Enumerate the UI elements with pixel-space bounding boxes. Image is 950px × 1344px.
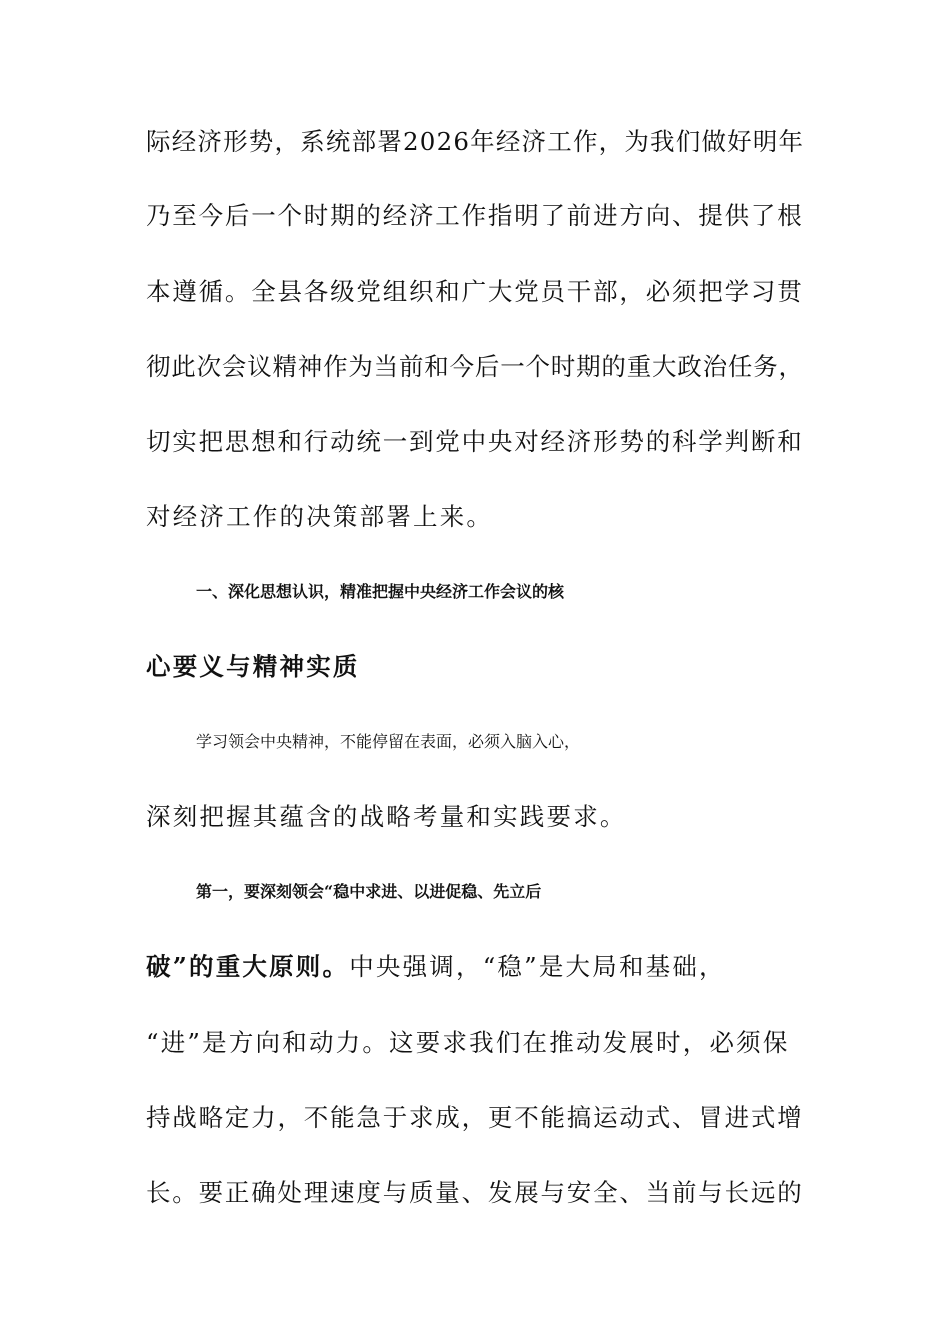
text-line: 际经济形势，系统部署2026年经济工作，为我们做好明年 — [146, 127, 805, 156]
text-line: 切实把思想和行动统一到党中央对经济形势的科学判断和 — [146, 427, 804, 456]
subheading-line: 第一，要深刻领会“稳中求进、以进促稳、先立后 — [196, 882, 542, 901]
text-line: 本遵循。全县各级党组织和广大党员干部，必须把学习贯 — [146, 277, 804, 306]
text-line: 深刻把握其蕴含的战略考量和实践要求。 — [146, 802, 627, 831]
text-line: 对经济工作的决策部署上来。 — [146, 502, 494, 531]
text-line: 学习领会中央精神，不能停留在表面，必须入脑入心， — [196, 732, 581, 751]
section-heading-line: 心要义与精神实质 — [146, 652, 360, 681]
mixed-text-line — [146, 951, 806, 983]
section-heading-line: 一、深化思想认识，精准把握中央经济工作会议的核 — [196, 582, 565, 601]
text-line: 乃至今后一个时期的经济工作指明了前进方向、提供了根 — [146, 201, 804, 230]
text-line: 长。要正确处理速度与质量、发展与安全、当前与长远的 — [146, 1178, 804, 1207]
subheading-fragment: 破”的重大原则。 — [146, 952, 350, 981]
text-line: 彻此次会议精神作为当前和今后一个时期的重大政治任务， — [146, 352, 804, 381]
text-fragment: 中央强调，“稳”是大局和基础， — [349, 952, 726, 981]
text-line: “进”是方向和动力。这要求我们在推动发展时，必须保 — [146, 1028, 790, 1057]
text-line: 持战略定力，不能急于求成，更不能搞运动式、冒进式增 — [146, 1103, 804, 1132]
